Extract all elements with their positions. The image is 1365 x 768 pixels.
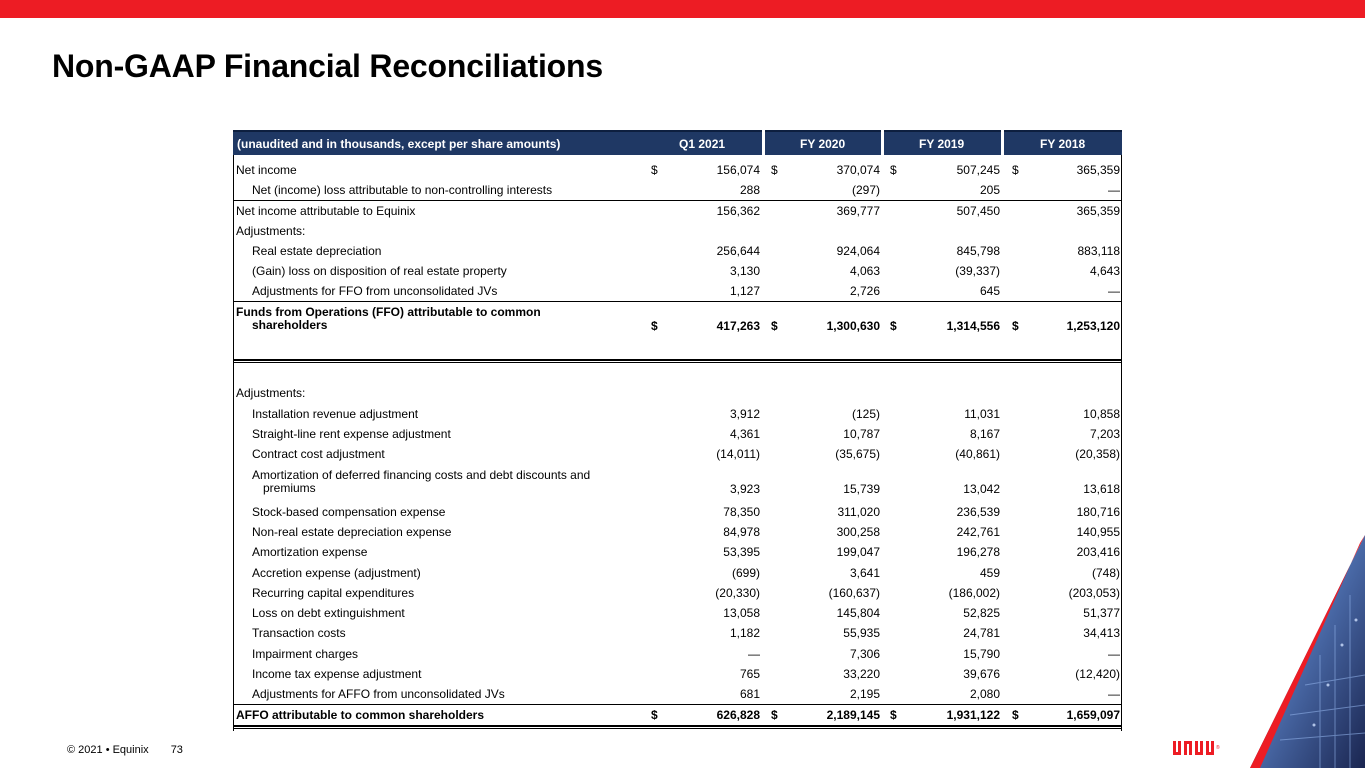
row-label: Impairment charges: [252, 647, 359, 661]
table-body: [233, 155, 1122, 731]
row-label-cont: premiums: [263, 481, 316, 495]
row-label: Adjustments for AFFO from unconsolidated JVs: [252, 687, 505, 701]
row-label: Adjustments for FFO from unconsolidated JVs: [252, 284, 498, 298]
table-row: Adjustments for AFFO from unconsolidated JVs 681 2,195 2,080 —: [252, 687, 1120, 701]
row-label: Straight-line rent expense adjustment: [252, 427, 451, 441]
header-description: (unaudited and in thousands, except per share amounts): [237, 137, 561, 151]
row-label: Adjustments:: [236, 386, 306, 400]
table-row: Accretion expense (adjustment) (699) 3,641 459 (748): [252, 566, 1120, 580]
row-label: Adjustments:: [236, 224, 306, 238]
table-row: Impairment charges — 7,306 15,790 —: [252, 647, 1120, 661]
table-row: Non-real estate depreciation expense 84,978 300,258 242,761 140,955: [252, 525, 1120, 539]
row-label: (Gain) loss on disposition of real estate property: [252, 264, 507, 278]
page-number: 73: [170, 744, 183, 756]
table-row: Transaction costs 1,182 55,935 24,781 34,413: [252, 626, 1120, 640]
table-row: Income tax expense adjustment 765 33,220 39,676 (12,420): [252, 667, 1120, 681]
registered-mark: ®: [1216, 745, 1220, 751]
table-row: Amortization expense 53,395 199,047 196,278 203,416: [252, 545, 1120, 559]
row-label: Non-real estate depreciation expense: [252, 525, 452, 539]
financial-table: [233, 130, 1122, 731]
header-col-q1-2021: Q1 2021: [679, 137, 726, 151]
table-row: Net income attributable to Equinix 156,362 369,777 507,450 365,359: [236, 204, 1120, 218]
table-row: Amortization of deferred financing costs and debt discounts and premiums 3,923 15,739 13,042 13,618: [252, 468, 1120, 496]
table-row: [233, 221, 1122, 241]
table-row: [233, 383, 1122, 403]
table-row: Contract cost adjustment (14,011) (35,675) (40,861) (20,358): [252, 447, 1120, 461]
row-label: Amortization expense: [252, 545, 368, 559]
equinix-logo-icon: [1173, 737, 1223, 759]
row-label: Accretion expense (adjustment): [252, 566, 421, 580]
header-col-fy-2018: FY 2018: [1040, 137, 1086, 151]
page-title: Non-GAAP Financial Reconciliations: [52, 48, 603, 84]
header-col-fy-2020: FY 2020: [800, 137, 846, 151]
row-label: Amortization of deferred financing costs and debt discounts and: [252, 468, 591, 482]
row-label: Net income attributable to Equinix: [236, 204, 416, 218]
table-row: Net (income) loss attributable to non-controlling interests 288 (297) 205 —: [252, 183, 1120, 197]
row-label: Transaction costs: [252, 626, 346, 640]
row-label: Recurring capital expenditures: [252, 586, 415, 600]
table-row: Installation revenue adjustment 3,912 (125) 11,031 10,858: [252, 407, 1120, 421]
table-row-subtotal: Funds from Operations (FFO) attributable to common shareholders $ 417,263 $ 1,300,630 $ 1,314,556 $ 1,253,120: [236, 305, 1120, 333]
row-label: Stock-based compensation expense: [252, 505, 446, 519]
row-label: Net (income) loss attributable to non-controlling interests: [252, 183, 553, 197]
data-center-photo-decoration: [1210, 535, 1365, 768]
row-label: Funds from Operations (FFO) attributable to common: [236, 305, 541, 319]
row-label: AFFO attributable to common shareholders: [236, 708, 485, 722]
table-row: Straight-line rent expense adjustment 4,361 10,787 8,167 7,203: [252, 427, 1120, 441]
table-row: Net income $ 156,074 $ 370,074 $ 507,245 $ 365,359: [236, 163, 1120, 177]
table-row: Real estate depreciation 256,644 924,064 845,798 883,118: [252, 244, 1120, 258]
table-header: [233, 130, 1122, 155]
header-col-fy-2019: FY 2019: [919, 137, 965, 151]
table-row: Adjustments for FFO from unconsolidated JVs 1,127 2,726 645 —: [252, 284, 1120, 298]
footer: [67, 744, 183, 756]
table-row: Stock-based compensation expense 78,350 311,020 236,539 180,716: [252, 505, 1120, 519]
row-label: Loss on debt extinguishment: [252, 606, 405, 620]
top-brand-bar: [0, 0, 1365, 18]
row-label: Installation revenue adjustment: [252, 407, 419, 421]
row-label: Contract cost adjustment: [252, 447, 385, 461]
row-label-cont: shareholders: [252, 318, 328, 332]
table-row-total: AFFO attributable to common shareholders $ 626,828 $ 2,189,145 $ 1,931,122 $ 1,659,097: [236, 708, 1120, 722]
row-label: Real estate depreciation: [252, 244, 382, 258]
table-row: (Gain) loss on disposition of real estate property 3,130 4,063 (39,337) 4,643: [252, 264, 1120, 278]
copyright: © 2021 • Equinix: [67, 744, 149, 756]
table-row: Recurring capital expenditures (20,330) (160,637) (186,002) (203,053): [252, 586, 1120, 600]
row-label: Net income: [236, 163, 297, 177]
row-label: Income tax expense adjustment: [252, 667, 422, 681]
table-row: Loss on debt extinguishment 13,058 145,804 52,825 51,377: [252, 606, 1120, 620]
